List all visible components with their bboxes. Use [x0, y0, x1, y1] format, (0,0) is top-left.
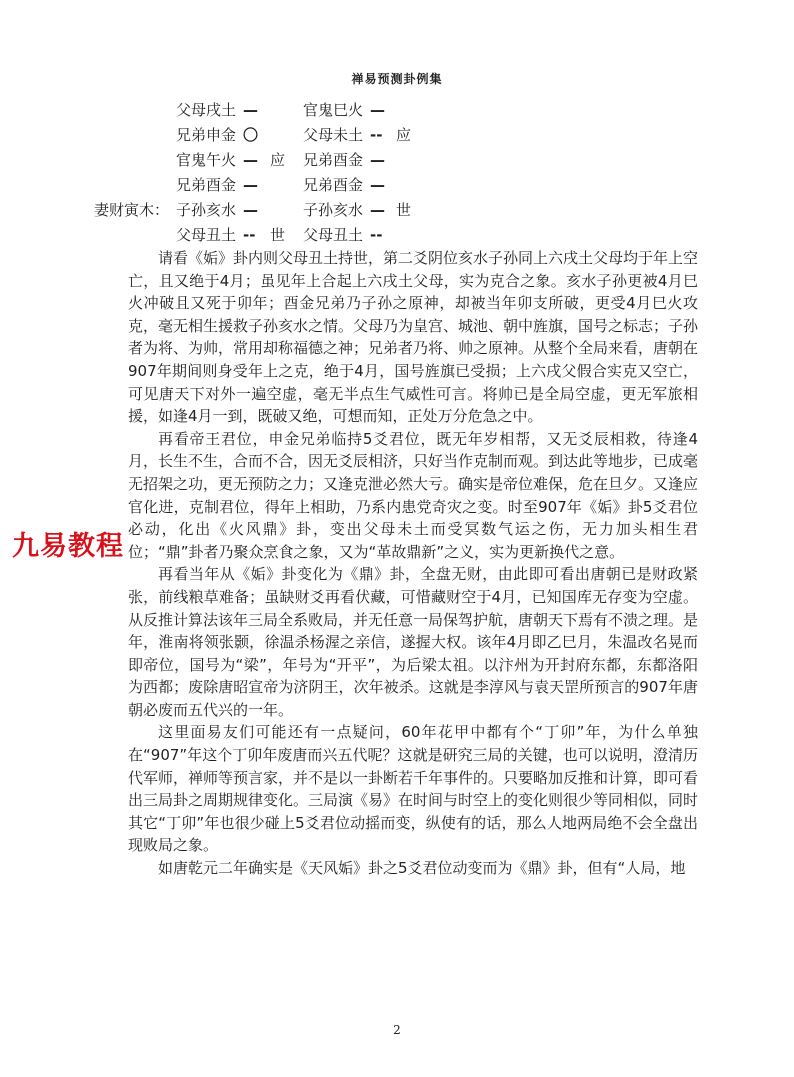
main-line-label: 父母丑土 [176, 226, 237, 244]
page-number: 2 [393, 1023, 401, 1037]
main-line-label: 父母戌土 [176, 101, 237, 119]
paragraph: 请看《姤》卦内则父母丑土持世，第二爻阴位亥水子孙同上六戌土父母均于年上空亡，且又绝于4月；虽见年上合起上六戌土父母，实为克合之象。亥水子孙更被4月巳火冲破且又死于卯年；酉金兄弟乃子孙之原神，却被当年卯支所破，更受4月巳火攻克，毫无相生援救子孙亥水之情。父母乃为皇宫、城池、朝中旌旗，国号之标志；子孙者为将、为帅，常用却称福德之神；兄弟者乃将、帅之原神。从整个全局来看，唐朝在907年期间则身受年上之克，绝于4月，国号旌旗已受损；上六戌父假合实克又空亡，可见唐天下对外一遍空虚，毫无半点生气威性可言。将帅已是全局空虚，更无军旅相援，如逢4月一到，既破又绝，可想而知，正处万分危急之中。 [128, 249, 699, 426]
body-text [128, 247, 698, 880]
hexagram-row [0, 223, 794, 247]
changed-line-label: 兄弟酉金 [303, 176, 364, 194]
main-line-label: 兄弟申金 [176, 126, 237, 144]
changed-yao-symbol: -- [370, 226, 383, 244]
main-yao-symbol: -- [243, 226, 256, 244]
main-yao-mark: 世 [270, 226, 286, 244]
changed-line-label: 兄弟酉金 [303, 151, 364, 169]
paragraph: 再看当年从《姤》卦变化为《鼎》卦，全盘无财，由此即可看出唐朝已是财政紧张，前线粮草难备；虽缺财爻再看伏藏，可惜藏财空于4月，已知国库无存变为空虚。从反推计算法该年三局全系败局，并无任意一局保驾护航，唐朝天下焉有不溃之理。是年，淮南将领张颢，徐温杀杨渥之亲信，遂握大权。该年4月即乙巳月，朱温改名晃而即帝位，国号为“梁”，年号为“开平”，为后梁太祖。以汴州为开封府东都，东都洛阳为西都；废除唐昭宣帝为济阴王，次年被杀。这就是李淳风与袁天罡所预言的907年唐朝必废而五代兴的一年。 [128, 565, 699, 719]
hexagram-row [0, 173, 794, 197]
main-yao-symbol: 〇 [243, 126, 259, 144]
paragraph: 如唐乾元二年确实是《天风姤》卦之5爻君位动变而为《鼎》卦，但有“人局，地 [158, 859, 686, 878]
changed-yao-symbol: — [370, 101, 385, 119]
main-yao-symbol: — [243, 151, 258, 169]
main-line-label: 子孙亥水 [176, 201, 237, 219]
changed-yao-symbol: -- [370, 126, 383, 144]
hexagram-prefix: 妻财寅木： [94, 201, 170, 219]
watermark-logo: 九易教程 [10, 524, 126, 563]
main-yao-symbol: — [243, 176, 258, 194]
changed-yao-symbol: — [370, 176, 385, 194]
page-header-title: 禅易预测卦例集 [351, 72, 443, 86]
paragraph: 再看帝王君位，申金兄弟临持5爻君位，既无年岁相帮，又无爻辰相救，待逢4月，长生不生，合而不合，因无爻辰相济，只好当作克制而观。到达此等地步，已成毫无招架之功，更无预防之力；又逢克泄必然大亏。确实是帝位难保，危在旦夕。又逢应官化进，克制君位，得年上相助，乃系内患党奇灾之变。时至907年《姤》卦5爻君位必动，化出《火风鼎》卦，变出父母未土而受冥数气运之伤，无力加头相生君位；“鼎”卦者乃聚众烹食之象，又为“革故鼎新”之义，实为更新换代之意。 [128, 429, 699, 561]
hexagram-row [0, 148, 794, 172]
changed-line-label: 父母丑土 [303, 226, 364, 244]
main-line-label: 官鬼午火 [176, 151, 237, 169]
changed-yao-mark: 应 [396, 126, 412, 144]
main-yao-mark: 应 [270, 151, 286, 169]
changed-line-label: 官鬼巳火 [303, 101, 364, 119]
main-yao-symbol: — [243, 101, 258, 119]
main-yao-symbol: — [243, 201, 258, 219]
changed-yao-symbol: — [370, 151, 385, 169]
main-line-label: 兄弟酉金 [176, 176, 237, 194]
changed-line-label: 子孙亥水 [303, 201, 364, 219]
hexagram-row [0, 98, 794, 122]
hexagram-row [0, 123, 794, 147]
changed-line-label: 父母未土 [303, 126, 364, 144]
paragraph: 这里面易友们可能还有一点疑问，60年花甲中都有个“丁卯”年，为什么单独在“907”年这个丁卯年废唐而兴五代呢？这就是研究三局的关键，也可以说明，澄清历代军师，禅师等预言家，并不是以一卦断若千年事件的。只要略加反推和计算，即可看出三局卦之周期规律变化。三局演《易》在时间与时空上的变化则很少等同相似，同时其它“丁卯”年也很少碰上5爻君位动摇而变，纵使有的话，那么人地两局绝不会全盘出现败局之象。 [128, 723, 699, 855]
changed-yao-mark: 世 [396, 201, 412, 219]
hexagram-row [0, 198, 794, 222]
changed-yao-symbol: — [370, 201, 385, 219]
